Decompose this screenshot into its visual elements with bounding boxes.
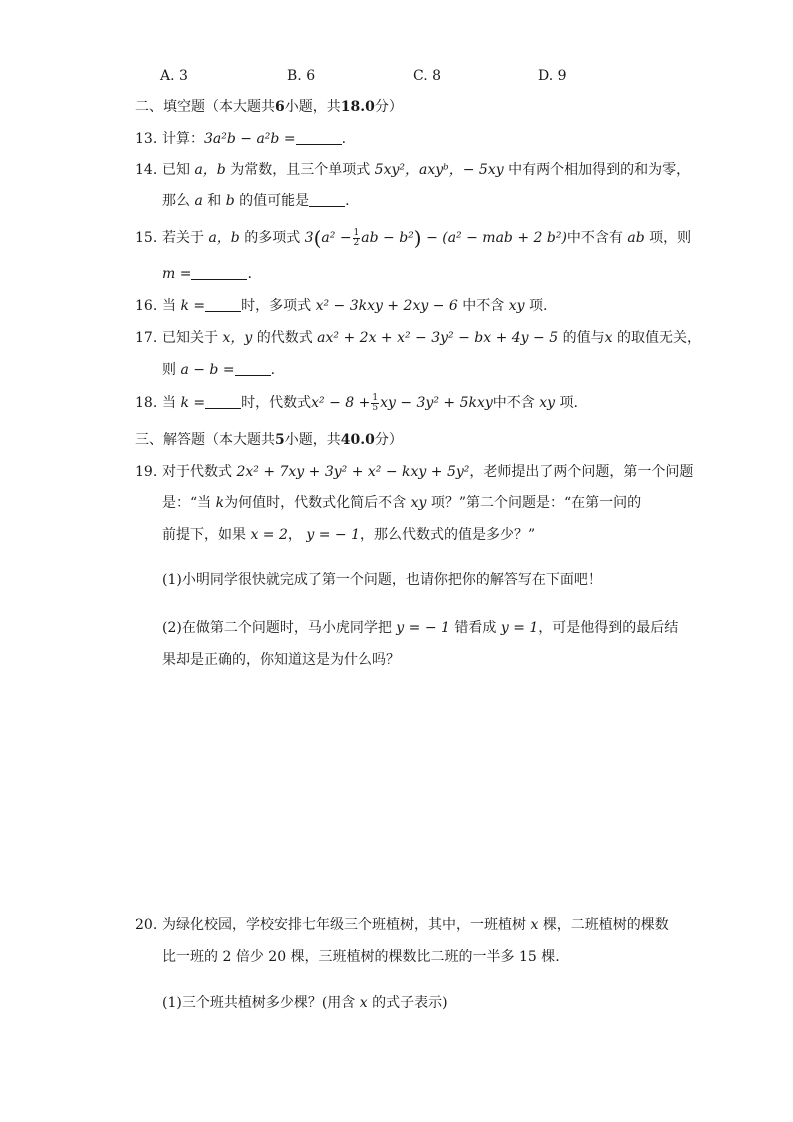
question-19-line-3: 前提下，如果 x = 2， y = − 1，那么代数式的值是多少？” (162, 527, 536, 543)
question-14-number: 14. (135, 162, 158, 178)
question-20-part-1: (1)三个班共植树多少棵？(用含 x 的式子表示) (162, 995, 448, 1011)
question-19-line-2: 是：“当 k为何值时，代数式化简后不含 xy 项？”第二个问题是：“在第一问的 (162, 495, 642, 511)
answer-blank[interactable] (205, 297, 241, 312)
question-14-line-2: 那么 a 和 b 的值可能是 . (162, 193, 350, 209)
question-19-number: 19. (135, 464, 158, 480)
section-3-heading: 三、解答题（本大题共5小题，共40.0分） (135, 432, 403, 448)
question-15-line-2: m = . (162, 266, 252, 282)
question-15-number: 15. (135, 230, 158, 246)
question-20-number: 20. (135, 917, 158, 933)
answer-blank[interactable] (235, 361, 271, 376)
option-b: B. 6 (287, 68, 316, 84)
question-16: 当 k = 时，多项式 x² − 3kxy + 2xy − 6 中不含 xy 项. (162, 298, 548, 314)
question-20-line-2: 比一班的 2 倍少 20 棵，三班植树的棵数比二班的一半多 15 棵. (162, 949, 560, 965)
question-18: 当 k = 时，代数式x² − 8 + $\frac{1}{5}$ xy − 3y² + 5kxy中不含 xy 项. (162, 392, 578, 413)
question-17-line-2: 则 a − b = . (162, 362, 276, 378)
question-15-line-1: 若关于 a，b 的多项式 3(a² − $\frac{1}{2}$ ab − b²) − (a² − mab + 2 b²)中不含有 ab 项，则 (162, 226, 692, 250)
option-d: D. 9 (538, 68, 567, 84)
question-19-part-1: (1)小明同学很快就完成了第一个问题，也请你把你的解答写在下面吧！ (162, 572, 602, 588)
answer-blank[interactable] (296, 130, 342, 145)
option-a: A. 3 (160, 68, 188, 84)
answer-blank[interactable] (205, 394, 241, 409)
question-13-number: 13. (135, 131, 158, 147)
option-c: C. 8 (413, 68, 442, 84)
answer-blank[interactable] (191, 265, 247, 280)
question-17-number: 17. (135, 330, 158, 346)
section-2-heading: 二、填空题（本大题共6小题，共18.0分） (135, 99, 403, 115)
question-19-part-2-line-2: 果却是正确的，你知道这是为什么吗？ (162, 652, 400, 668)
fraction-one-half: $\frac{1}{2}$ (353, 227, 360, 248)
question-13: 计算：3a²b − a²b = . (162, 131, 347, 147)
question-14-line-1: 已知 a，b 为常数，且三个单项式 5xy²，axyᵇ，− 5xy 中有两个相加得到的和为零， (162, 162, 691, 178)
question-20-line-1: 为绿化校园，学校安排七年级三个班植树，其中，一班植树 x 棵，二班植树的棵数 (162, 917, 669, 933)
fraction-one-fifth: $\frac{1}{5}$ (372, 392, 379, 413)
question-19-part-2-line-1: (2)在做第二个问题时，马小虎同学把 y = − 1 错看成 y = 1，可是他得到的最后结 (162, 620, 679, 636)
question-16-number: 16. (135, 298, 158, 314)
question-18-number: 18. (135, 395, 158, 411)
answer-blank[interactable] (309, 192, 345, 207)
question-17-line-1: 已知关于 x，y 的代数式 ax² + 2x + x² − 3y² − bx + 4y − 5 的值与x 的取值无关， (162, 330, 701, 346)
question-19-line-1: 对于代数式 2x² + 7xy + 3y² + x² − kxy + 5y²，老师提出了两个问题，第一个问题 (162, 464, 694, 480)
